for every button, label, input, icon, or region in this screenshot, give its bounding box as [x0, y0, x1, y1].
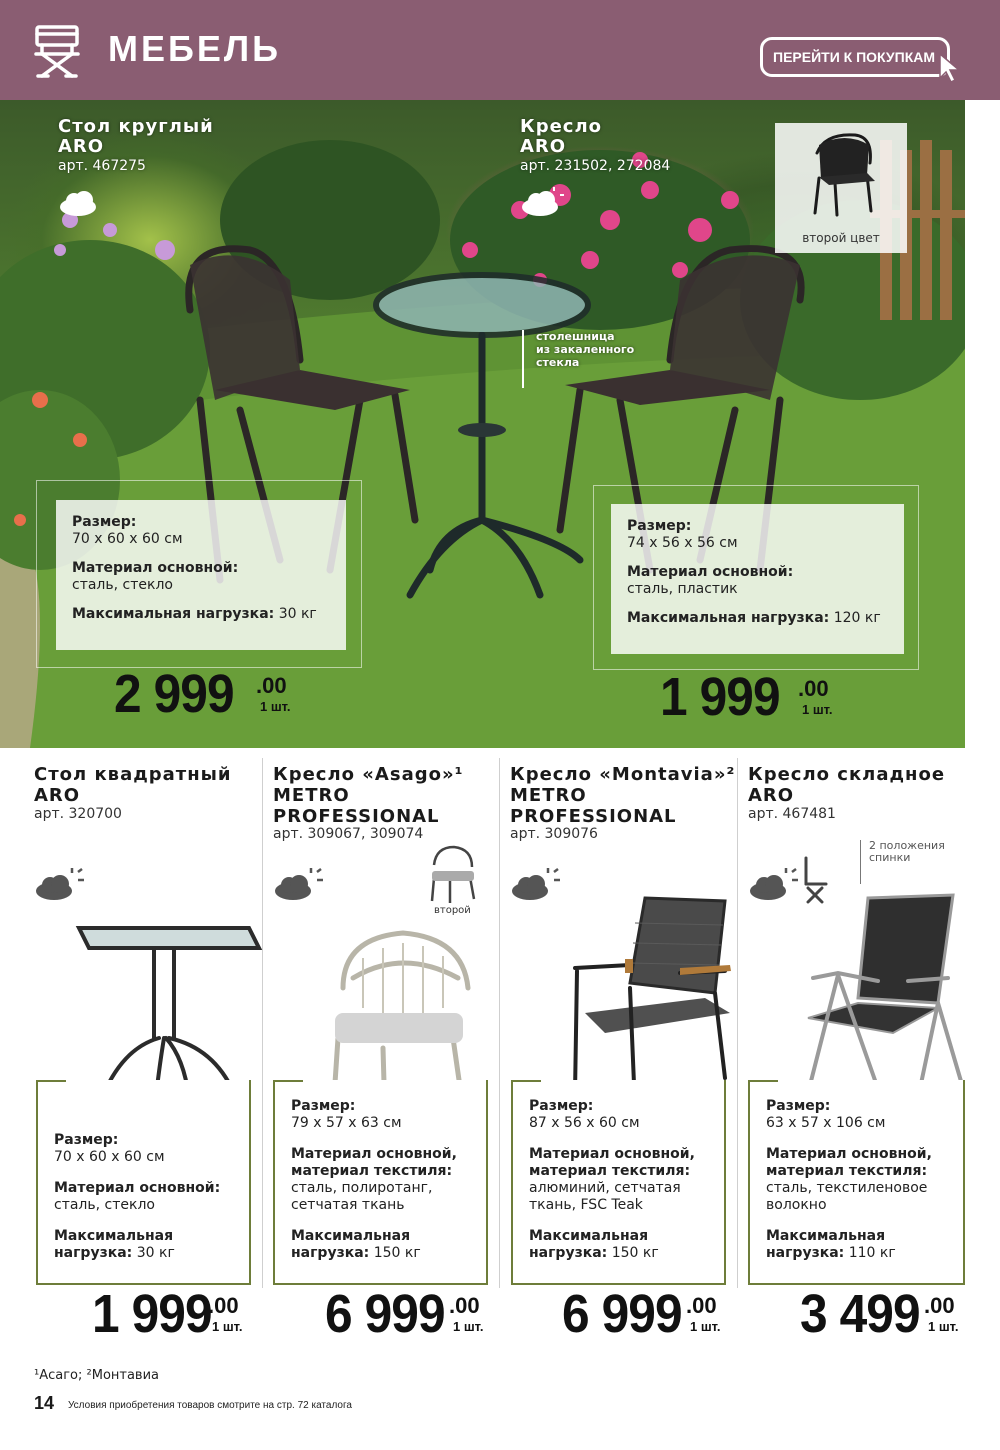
spec-label: Максимальная нагрузка: — [291, 1228, 411, 1261]
aro-chair-article: арт. 231502, 272084 — [520, 158, 671, 174]
go-shopping-button[interactable]: ПЕРЕЙТИ К ПОКУПКАМ — [760, 37, 950, 77]
tempered-glass-note — [522, 330, 634, 388]
spec-label: Максимальная нагрузка: — [766, 1228, 886, 1261]
round-table-name-line2: ARO — [58, 136, 105, 157]
spec-value: сталь, стекло — [72, 577, 173, 593]
second-color-thumbnail — [426, 843, 478, 916]
round-table-specs — [56, 500, 346, 650]
positions-note-line2: спинки — [869, 851, 911, 864]
spec-label: Максимальная нагрузка: — [72, 606, 275, 622]
glass-note-line1: столешница — [536, 330, 615, 343]
spec-value: 63 х 57 х 106 см — [766, 1115, 886, 1131]
spec-value: сталь, текстиленовое волокно — [766, 1180, 928, 1213]
spec-label: Максимальная нагрузка: — [627, 610, 830, 626]
spec-label: Размер: — [627, 518, 692, 534]
spec-value: сталь, пластик — [627, 581, 738, 597]
price-main: 6 999 — [325, 1284, 445, 1344]
spec-label: Материал основной: — [72, 560, 239, 576]
spec-value: 150 кг — [373, 1245, 421, 1261]
card-corner — [36, 1080, 66, 1082]
product-name-line: METRO — [273, 785, 350, 806]
product-name-line: PROFESSIONAL — [510, 806, 677, 827]
price-decimals: .00 — [256, 673, 287, 698]
product-article: арт. 309076 — [510, 826, 598, 842]
spec-label: Размер: — [766, 1098, 831, 1114]
spec-label: Размер: — [54, 1132, 119, 1148]
folding-chair-specs — [748, 1080, 965, 1285]
spec-value: 70 х 60 х 60 см — [54, 1149, 165, 1165]
round-table-price — [114, 663, 314, 733]
product-name-line: Стол квадратный — [34, 764, 232, 785]
product-name-line: ARO — [748, 785, 795, 806]
weatherproof-icon — [510, 866, 560, 902]
product-article: арт. 467481 — [748, 806, 836, 822]
positions-note-line1: 2 положения — [869, 839, 945, 852]
chair-logo-icon — [34, 24, 80, 78]
price-main: 1 999 — [92, 1284, 212, 1344]
weatherproof-icon — [520, 185, 564, 219]
spec-label: Размер: — [529, 1098, 594, 1114]
aro-chair-specs — [611, 504, 904, 654]
product-name — [34, 764, 232, 806]
montavia-chair-specs — [511, 1080, 726, 1285]
second-color-caption: второй — [434, 905, 471, 916]
weatherproof-icon — [34, 866, 84, 902]
spec-value: 150 кг — [611, 1245, 659, 1261]
grey-chair-image — [426, 843, 478, 903]
product-name — [273, 764, 463, 827]
spec-value: 70 х 60 х 60 см — [72, 531, 183, 547]
spec-label: Материал основной, материал текстиля: — [291, 1146, 457, 1179]
aro-chair-label — [520, 117, 670, 175]
square-table-price — [92, 1283, 262, 1343]
round-table-name-line1: Стол круглый — [58, 116, 214, 137]
spec-value: 87 х 56 х 60 см — [529, 1115, 640, 1131]
price-decimals: .00 — [686, 1293, 717, 1318]
spec-value: сталь, полиротанг, сетчатая ткань — [291, 1180, 433, 1213]
spec-value: алюминий, сетчатая ткань, FSC Teak — [529, 1180, 681, 1213]
section-title: МЕБЕЛЬ — [108, 28, 282, 69]
weatherproof-icon — [273, 866, 323, 902]
weatherproof-icon — [748, 866, 798, 902]
second-color-caption: второй цвет — [802, 231, 880, 245]
backrest-positions-note — [860, 840, 945, 884]
price-main: 2 999 — [114, 664, 234, 724]
price-unit: 1 шт. — [453, 1319, 484, 1334]
page-number: 14 — [34, 1393, 55, 1413]
price-unit: 1 шт. — [928, 1319, 959, 1334]
spec-label: Максимальная нагрузка: — [529, 1228, 649, 1261]
spec-value: 110 кг — [848, 1245, 896, 1261]
asago-chair-price — [325, 1283, 495, 1343]
product-name — [748, 764, 945, 806]
folding-chair-price — [800, 1283, 970, 1343]
round-table-label — [58, 117, 214, 175]
price-unit: 1 шт. — [212, 1319, 243, 1334]
spec-value: сталь, стекло — [54, 1197, 155, 1213]
card-corner — [273, 1080, 303, 1082]
cursor-icon — [938, 52, 966, 84]
square-table-specs — [36, 1080, 251, 1285]
price-unit: 1 шт. — [802, 702, 833, 717]
product-name-line: Кресло складное — [748, 764, 946, 785]
product-name-line: Кресло «Montavia»² — [510, 764, 736, 785]
product-name-line: PROFESSIONAL — [273, 806, 440, 827]
purchase-conditions: Условия приобретения товаров смотрите на стр. 72 каталога — [68, 1400, 352, 1411]
spec-label: Материал основной, материал текстиля: — [766, 1146, 932, 1179]
price-decimals: .00 — [208, 1293, 239, 1318]
spec-value: 79 х 57 х 63 см — [291, 1115, 402, 1131]
aro-chair-price — [660, 666, 860, 736]
spec-label: Материал основной, материал текстиля: — [529, 1146, 695, 1179]
spec-value: 74 х 56 х 56 см — [627, 535, 738, 551]
aro-chair-name-line1: Кресло — [520, 116, 603, 137]
asago-chair-specs — [273, 1080, 488, 1285]
product-name — [510, 764, 735, 827]
product-name-line: Кресло «Asago»¹ — [273, 764, 464, 785]
spec-label: Размер: — [291, 1098, 356, 1114]
spec-label: Максимальная нагрузка: — [54, 1228, 174, 1261]
price-decimals: .00 — [924, 1293, 955, 1318]
price-decimals: .00 — [449, 1293, 480, 1318]
round-table-article: арт. 467275 — [58, 158, 146, 174]
price-unit: 1 шт. — [260, 699, 291, 714]
product-article: арт. 320700 — [34, 806, 122, 822]
montavia-chair-price — [562, 1283, 732, 1343]
aro-chair-name-line2: ARO — [520, 136, 567, 157]
black-chair-image — [775, 123, 907, 223]
spec-value: 120 кг — [833, 610, 881, 626]
product-article: арт. 309067, 309074 — [273, 826, 424, 842]
card-corner — [748, 1080, 778, 1082]
weatherproof-icon — [58, 185, 102, 219]
glass-note-line3: стекла — [536, 356, 580, 369]
price-decimals: .00 — [798, 676, 829, 701]
price-main: 3 499 — [800, 1284, 920, 1344]
price-main: 1 999 — [660, 667, 780, 727]
glass-note-line2: из закаленного — [536, 343, 635, 356]
footnote: ¹Асаго; ²Монтавиа — [34, 1368, 160, 1383]
spec-label: Размер: — [72, 514, 137, 530]
spec-value: 30 кг — [136, 1245, 175, 1261]
spec-label: Материал основной: — [627, 564, 794, 580]
card-corner — [511, 1080, 541, 1082]
product-name-line: ARO — [34, 785, 81, 806]
header-band — [0, 0, 1000, 100]
second-color-swatch — [775, 123, 907, 253]
spec-label: Материал основной: — [54, 1180, 221, 1196]
product-name-line: METRO — [510, 785, 587, 806]
hero-photo — [0, 100, 965, 748]
price-unit: 1 шт. — [690, 1319, 721, 1334]
price-main: 6 999 — [562, 1284, 682, 1344]
spec-value: 30 кг — [278, 606, 317, 622]
